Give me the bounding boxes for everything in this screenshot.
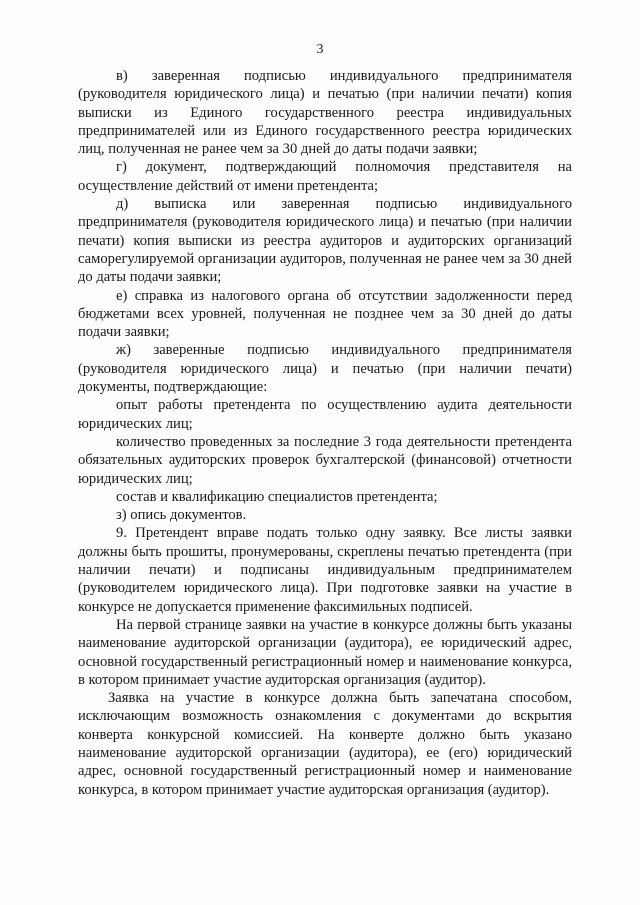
paragraph-v: в) заверенная подписью индивидуального предпринимателя (руководителя юридического лица) и печатью (при наличии печати) копия выписки из Единого государственного реестра индивидуальных предпринимателей или из Единого государственного реестра юридических лиц, полученная не ранее чем за 30 дней до даты подачи заявки; [78, 68, 572, 158]
paragraph-envelope: Заявка на участие в конкурсе должна быть запечатана способом, исключающим возможность ознакомления с документами до вскрытия конверта конкурсной комиссией. На конверте должно быть указано наименование аудиторской организации (аудитора), ее (его) юридический адрес, основной государственный регистрационный номер и наименование конкурса, в котором принимает участие аудиторская организация (аудитор). [78, 690, 572, 798]
paragraph-z: з) опись документов. [116, 507, 247, 524]
paragraph-staff: состав и квалификацию специалистов претендента; [116, 488, 438, 505]
paragraph-experience: опыт работы претендента по осуществлению аудита деятельности юридических лиц; [78, 397, 572, 432]
paragraph-e: е) справка из налогового органа об отсутствии задолженности перед бюджетами всех уровней, полученная не позднее чем за 30 дней до даты подачи заявки; [78, 287, 572, 341]
paragraph-first-page: На первой странице заявки на участие в конкурсе должны быть указаны наименование аудиторской организации (аудитора), ее юридический адрес, основной государственный регистрационный номер и наименование конкурса, в котором принимает участие аудиторская организация (аудитор). [78, 616, 572, 688]
page-number: 3 [316, 42, 324, 57]
paragraph-audit-count: количество проведенных за последние 3 года деятельности претендента обязательных аудиторских проверок бухгалтерской (финансовой) отчетности юридических лиц; [78, 433, 572, 487]
document-body [78, 67, 572, 799]
paragraph-zh: ж) заверенные подписью индивидуального предпринимателя (руководителя юридического лица) и печатью (при наличии печати) документы, подтверждающие: [78, 342, 572, 396]
paragraph-d: д) выписка или заверенная подписью индивидуального предпринимателя (руководителя юридического лица) и печатью (при наличии печати) копия выписки из реестра аудиторов и аудиторских организаций саморегулируемой организации аудиторов, полученная не ранее чем за 30 дней до даты подачи заявки; [78, 196, 572, 286]
paragraph-9: 9. Претендент вправе подать только одну заявку. Все листы заявки должны быть прошиты, пронумерованы, скреплены печатью претендента (при наличии печати) и подписаны индивидуальным предпринимателем (руководителем юридического лица). При подготовке заявки на участие в конкурсе не допускается применение факсимильных подписей. [78, 525, 572, 615]
paragraph-g: г) документ, подтверждающий полномочия представителя на осуществление действий от имени претендента; [78, 159, 572, 194]
